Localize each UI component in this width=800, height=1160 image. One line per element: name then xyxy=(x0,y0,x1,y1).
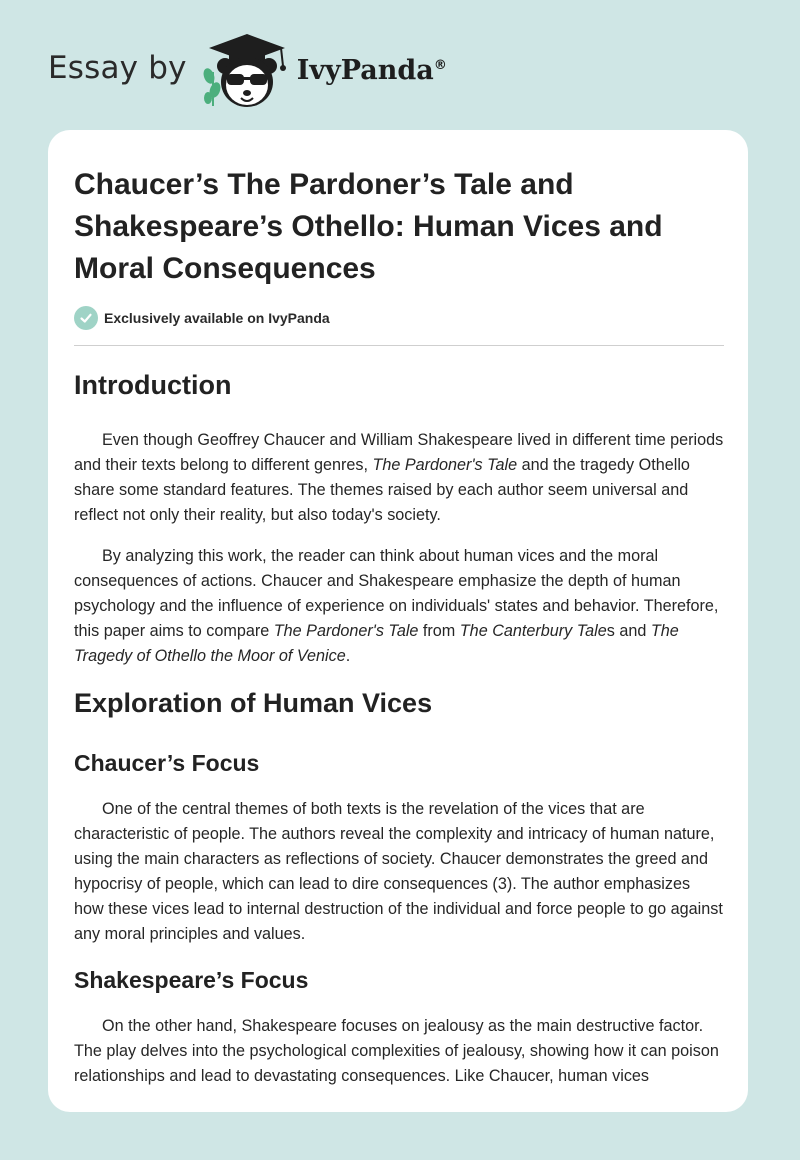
section-heading-introduction: Introduction xyxy=(74,370,232,400)
brand-prefix: Essay by xyxy=(48,50,187,86)
brand-name: IvyPanda® xyxy=(296,54,447,86)
paragraph-intro-1: Even though Geoffrey Chaucer and William Shakespeare lived in different time periods and their texts belong to different genres, The Pardoner's Tale and the tragedy Othello share some standard features. The themes raised by each author seem universal and reflect not only their reality, but also today's society. xyxy=(74,431,724,524)
paragraph-intro-2: By analyzing this work, the reader can think about human vices and the moral consequences of actions. Chaucer and Shakespeare emphasize the depth of human psychology and the influence of experience on individuals' states and behavior. Therefore, this paper aims to compare The Pardoner's Tale from The Canterbury Tales and The Tragedy of Othello the Moor of Venice. xyxy=(74,547,719,665)
subheading-shakespeare: Shakespeare’s Focus xyxy=(74,967,309,993)
panda-logo-icon xyxy=(201,32,293,112)
check-circle-icon xyxy=(74,306,98,330)
section-heading-exploration: Exploration of Human Vices xyxy=(74,688,433,718)
badge-label: Exclusively available on IvyPanda xyxy=(104,310,330,326)
paragraph-chaucer: One of the central themes of both texts is the revelation of the vices that are characteristic of people. The authors reveal the complexity and intricacy of human nature, using the main characters as reflections of society. Chaucer demonstrates the greed and hypocrisy of people, which can lead to dire consequences (3). The author emphasizes how these vices lead to internal destruction of the individual and force people to go against any moral principles and values. xyxy=(74,800,723,943)
essay-card xyxy=(48,130,748,1112)
divider xyxy=(74,345,724,346)
paragraph-shakespeare: On the other hand, Shakespeare focuses on jealousy as the main destructive factor. The play delves into the psychological complexities of jealousy, showing how it can poison relationships and lead to devastating consequences. Like Chaucer, human vices xyxy=(74,1017,719,1085)
page-title: Chaucer’s The Pardoner’s Tale and Shakespeare’s Othello: Human Vices and Moral Consequences xyxy=(74,168,663,285)
subheading-chaucer: Chaucer’s Focus xyxy=(74,750,260,776)
brand-header[interactable] xyxy=(48,32,447,112)
exclusive-badge xyxy=(74,306,330,330)
